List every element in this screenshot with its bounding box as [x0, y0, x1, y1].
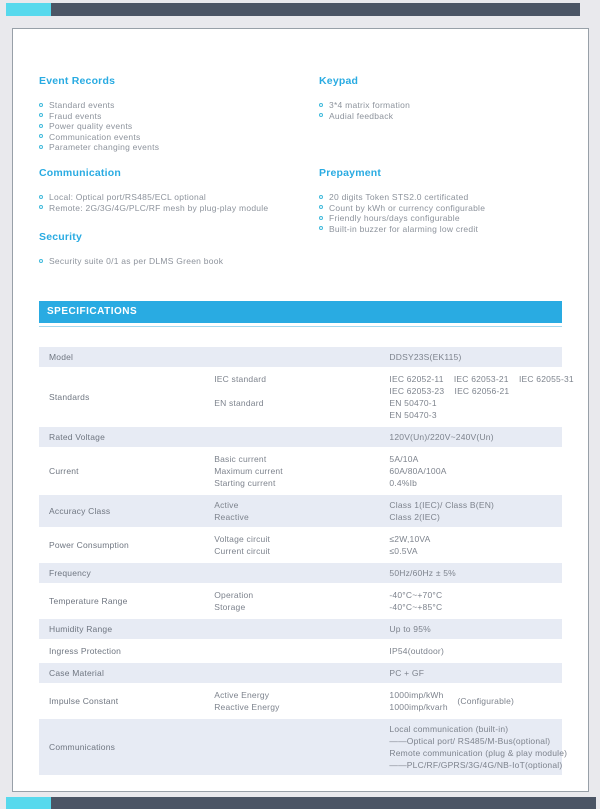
spec-label: Ingress Protection	[49, 645, 122, 656]
spec-row-ingress-protection	[39, 641, 562, 661]
specifications-header-bar	[39, 301, 562, 323]
feature-list	[39, 100, 319, 153]
spec-label: Case Material	[49, 667, 105, 678]
feature-list	[319, 192, 562, 234]
feature-item	[39, 203, 319, 214]
bullet-circle-icon	[319, 103, 323, 107]
spec-subitem: Storage	[214, 601, 246, 612]
section-title-keypad: Keypad	[319, 75, 359, 87]
spec-label: Rated Voltage	[49, 431, 106, 442]
feature-item	[39, 142, 319, 153]
spec-value-line: -40°C~+85°C	[389, 601, 443, 612]
spec-value	[389, 623, 562, 635]
spec-label: Standards	[49, 391, 90, 402]
spec-value-line: IEC 62053-23 IEC 62056-21	[389, 385, 510, 396]
feature-item-text: Standard events	[49, 100, 115, 110]
spec-value-line: ≤2W,10VA	[389, 533, 431, 544]
spec-row-frequency	[39, 563, 562, 583]
spec-label: Current	[49, 465, 79, 476]
feature-item	[39, 132, 319, 143]
feature-item-text: Fraud events	[49, 110, 102, 121]
section-security	[39, 231, 319, 267]
spec-value-line: PC + GF	[389, 667, 425, 678]
spec-value-line: EN 50470-1	[389, 397, 437, 408]
spec-subcolumn	[214, 645, 389, 657]
spec-value-line: Class 2(IEC)	[389, 511, 440, 522]
spec-value-line: 1000imp/kvarh	[389, 701, 448, 712]
spec-row-power-consumption	[39, 529, 562, 561]
section-prepayment	[319, 167, 562, 234]
spec-label: Model	[49, 351, 74, 362]
bullet-circle-icon	[319, 205, 323, 209]
feature-item-text: 20 digits Token STS2.0 certificated	[329, 192, 469, 202]
feature-item-text: Parameter changing events	[49, 142, 160, 152]
spec-subcolumn	[214, 689, 389, 713]
feature-item	[319, 111, 562, 122]
bullet-circle-icon	[319, 195, 323, 199]
top-banner-accent	[6, 3, 51, 16]
feature-item-text: Built-in buzzer for alarming low credit	[329, 223, 479, 234]
spec-row-impulse-constant	[39, 685, 562, 717]
spec-row-model	[39, 347, 562, 367]
spec-value-note: (Configurable)	[457, 695, 515, 706]
spec-value-line: 120V(Un)/220V~240V(Un)	[389, 431, 494, 442]
spec-value-line: -40°C~+70°C	[389, 589, 443, 600]
feature-item	[319, 213, 562, 224]
spec-value-line: Remote communication (plug & play module)	[389, 747, 568, 758]
spec-subitem: Reactive	[214, 511, 249, 522]
spec-label: Humidity Range	[49, 623, 113, 634]
spec-value-line: ——PLC/RF/GPRS/3G/4G/NB-IoT(optional)	[389, 759, 563, 770]
specifications-title: SPECIFICATIONS	[47, 306, 138, 317]
spec-subitem: Voltage circuit	[214, 533, 271, 544]
feature-list	[319, 100, 562, 121]
spec-subcolumn	[214, 589, 389, 613]
spec-value-line: ——Optical port/ RS485/M-Bus(optional)	[389, 735, 551, 746]
spec-subitem: EN standard	[214, 397, 264, 408]
spec-value-line: Class 1(IEC)/ Class B(EN)	[389, 499, 495, 510]
spec-value	[389, 499, 562, 523]
spec-value	[389, 723, 568, 771]
bullet-circle-icon	[39, 205, 43, 209]
spec-value-line: EN 50470-3	[389, 409, 437, 420]
spec-value-line: 60A/80A/100A	[389, 465, 447, 476]
feature-item	[319, 192, 562, 203]
spec-subcolumn	[214, 351, 389, 363]
feature-item-text: Remote: 2G/3G/4G/PLC/RF mesh by plug-play module	[49, 202, 269, 213]
feature-item-text: Security suite 0/1 as per DLMS Green book	[49, 256, 224, 266]
spec-subcolumn	[214, 567, 389, 579]
spec-subitem: Maximum current	[214, 465, 283, 476]
spec-label: Temperature Range	[49, 595, 128, 606]
bullet-circle-icon	[39, 113, 43, 117]
spec-row-current	[39, 449, 562, 493]
specifications-rule	[39, 326, 562, 327]
spec-row-case-material	[39, 663, 562, 683]
spec-row-temperature-range	[39, 585, 562, 617]
spec-row-standards	[39, 369, 574, 425]
spec-subitem: IEC standard	[214, 373, 267, 384]
bullet-circle-icon	[39, 259, 43, 263]
spec-value	[389, 373, 574, 421]
bottom-banner-accent	[6, 797, 51, 809]
spec-value	[389, 589, 562, 613]
spec-value-line: 50Hz/60Hz ± 5%	[389, 567, 456, 578]
bullet-circle-icon	[39, 134, 43, 138]
bullet-circle-icon	[319, 226, 323, 230]
spec-subcolumn	[214, 723, 389, 771]
bullet-circle-icon	[39, 145, 43, 149]
spec-value	[389, 351, 562, 363]
spec-subitem: Active Energy	[214, 689, 270, 700]
feature-item	[39, 111, 319, 122]
spec-subitem	[214, 409, 389, 421]
spec-value	[389, 667, 562, 679]
spec-subitem	[214, 385, 389, 397]
spec-row-rated-voltage	[39, 427, 562, 447]
feature-item	[319, 203, 562, 214]
spec-value-line: ≤0.5VA	[389, 545, 418, 556]
spec-value-line: DDSY23S(EK115)	[389, 351, 462, 362]
feature-item	[39, 100, 319, 111]
bullet-circle-icon	[39, 195, 43, 199]
spec-value	[389, 689, 562, 713]
spec-label: Power Consumption	[49, 539, 129, 550]
feature-sections	[39, 75, 562, 267]
section-event-records	[39, 75, 319, 167]
spec-label: Communications	[49, 741, 116, 752]
spec-value-line: 0.4%Ib	[389, 477, 418, 488]
spec-label: Frequency	[49, 567, 91, 578]
feature-list	[39, 256, 319, 267]
spec-value	[389, 645, 562, 657]
section-communication	[39, 167, 319, 231]
bullet-circle-icon	[39, 103, 43, 107]
section-keypad	[319, 75, 562, 167]
bottom-banner	[6, 797, 596, 809]
spec-subcolumn	[214, 453, 389, 489]
section-title-communication: Communication	[39, 167, 121, 179]
spec-value-line: IEC 62052-11 IEC 62053-21 IEC 62055-31	[389, 373, 574, 384]
spec-row-accuracy-class	[39, 495, 562, 527]
bullet-circle-icon	[319, 113, 323, 117]
feature-item-text: Friendly hours/days configurable	[329, 213, 460, 223]
spec-subcolumn	[214, 533, 389, 557]
spec-value-line: IP54(outdoor)	[389, 645, 444, 656]
feature-item-text: Power quality events	[49, 121, 133, 131]
spec-subcolumn	[214, 667, 389, 679]
spec-value-line: Up to 95%	[389, 623, 431, 634]
feature-item-text: 3*4 matrix formation	[329, 100, 411, 110]
bullet-circle-icon	[39, 124, 43, 128]
spec-label: Impulse Constant	[49, 695, 119, 706]
top-banner	[6, 3, 580, 16]
spec-value-line: Local communication (built-in)	[389, 723, 509, 734]
spec-label: Accuracy Class	[49, 505, 111, 516]
spec-subitem: Basic current	[214, 453, 267, 464]
feature-item	[39, 192, 319, 203]
spec-value	[389, 567, 562, 579]
spec-value	[389, 431, 562, 443]
feature-item	[319, 100, 562, 111]
feature-item-text: Audial feedback	[329, 110, 394, 121]
spec-subitem: Operation	[214, 589, 254, 600]
spec-value	[389, 533, 562, 557]
spec-value-line: 1000imp/kWh	[389, 689, 444, 700]
spec-subitem: Starting current	[214, 477, 276, 488]
spec-subitem: Reactive Energy	[214, 701, 280, 712]
spec-subcolumn	[214, 623, 389, 635]
feature-item	[39, 121, 319, 132]
spec-subitem: Active	[214, 499, 239, 510]
feature-item-text: Count by kWh or currency configurable	[329, 202, 486, 213]
feature-item	[39, 256, 319, 267]
section-title-security: Security	[39, 231, 83, 243]
feature-item-text: Local: Optical port/RS485/ECL optional	[49, 192, 207, 202]
spec-value-line: 5A/10A	[389, 453, 419, 464]
spec-row-humidity-range	[39, 619, 562, 639]
datasheet-page	[12, 28, 589, 792]
spec-subcolumn	[214, 499, 389, 523]
spec-subitem: Current circuit	[214, 545, 271, 556]
section-title-prepayment: Prepayment	[319, 167, 382, 179]
feature-list	[39, 192, 319, 213]
spec-subcolumn	[214, 373, 389, 421]
spec-value	[389, 453, 562, 489]
bullet-circle-icon	[319, 216, 323, 220]
specifications-table	[39, 347, 574, 775]
section-title-event-records: Event Records	[39, 75, 116, 87]
feature-item-text: Communication events	[49, 131, 141, 142]
spec-row-communications	[39, 719, 568, 775]
spec-subcolumn	[214, 431, 389, 443]
feature-item	[319, 224, 562, 235]
